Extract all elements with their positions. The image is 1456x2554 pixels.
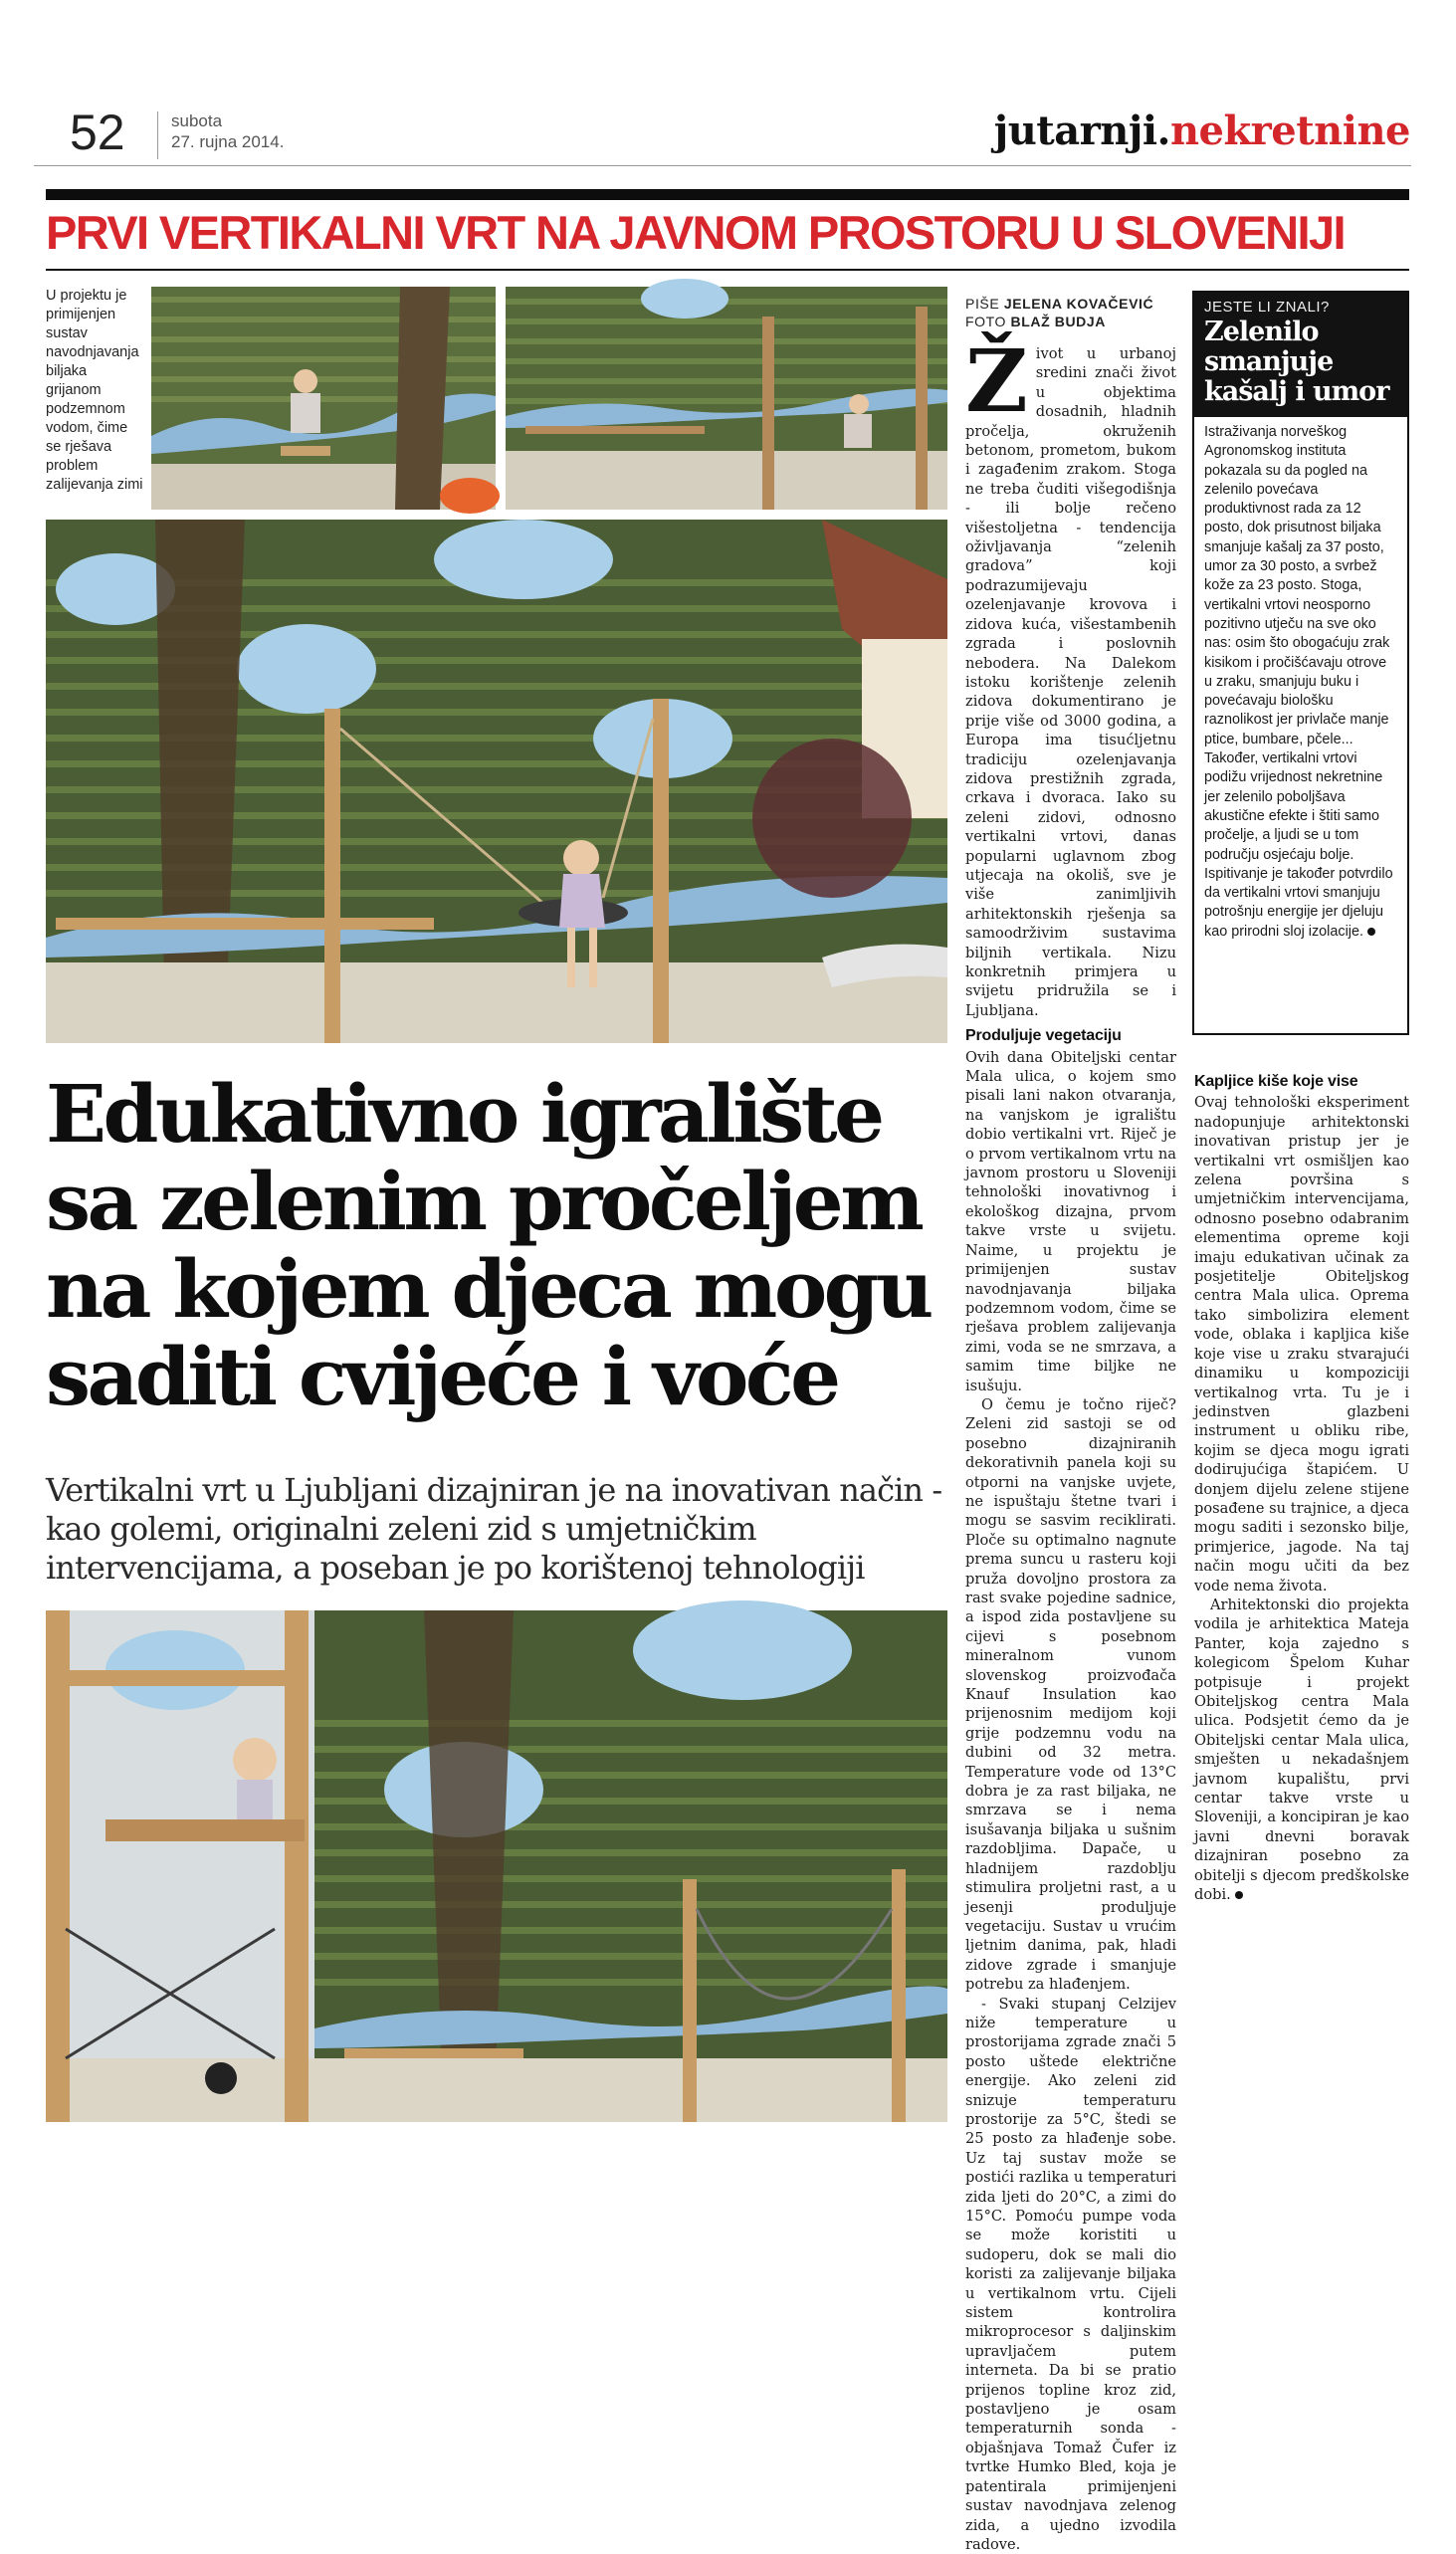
subhead-kapljice: Kapljice kiše koje vise [1194, 1073, 1358, 1090]
article-paragraph-6 [1194, 1596, 1409, 1905]
article-column-2 [1194, 1066, 1409, 2124]
byline-writer-label: PIŠE [965, 296, 1000, 312]
section-brand [994, 107, 1410, 154]
dropcap: Ž [965, 331, 1028, 432]
deck: Vertikalni vrt u Ljubljani dizajniran je na inovativan način - kao golemi, originalni zeleni zid s umjetničkim intervencijama, a poseban je po korištenoj tehnologiji [46, 1471, 942, 1587]
info-box-text: Istraživanja norveškog Agronomskog instituta pokazala su da pogled na zelenilo povećava produktivnost rada za 12 posto, dok prisutnost biljaka smanjuje kašalj za 37 posto, umor za 30 posto, a svrbež kože za 23 posto. Stoga, vertikalni vrtovi neosporno pozitivno utječu na sve oko nas: osim što obogaćuju zrak kisikom i pročišćavaju otrove u zraku, smanjuju buku i povećavaju biološku raznolikost jer privlače manje ptice, bumbare, pčele... Također, vertikalni vrtovi podižu vrijednost nekretnine jer zelenilo poboljšava akustične efekte i štiti samo pročelje, a ljudi se u tom području osjećaju bolje. Ispitivanje je također potvrdilo da vertikalni vrtovi smanjuju potrošnju energije jer djeluju kao prirodni sloj izolacije. [1204, 424, 1393, 940]
photo-main-swing [46, 520, 947, 1043]
top-bar [46, 189, 1409, 200]
info-box-body [1194, 417, 1407, 942]
end-mark-icon [1367, 928, 1375, 936]
byline-photographer: BLAŽ BUDJA [1010, 314, 1106, 329]
byline-photo-label: FOTO [965, 314, 1007, 329]
byline-writer: JELENA KOVAČEVIĆ [1003, 296, 1154, 312]
article-paragraph-6-text: Arhitektonski dio projekta vodila je arhitektica Mateja Panter, koja zajedno s kolegicom Špelom Kuhar potpisuje i projekt Obiteljskog centra Mala ulica. Podsjetit ćemo da je Obiteljski centar Mala ulica, smješten u nekadašnjem javnom kupalištu, prvi centar takve vrste u Sloveniji, a koncipiran je kao javni dnevni boravak dizajniran posebno za obitelji s djecom predškolske dobi. [1194, 1596, 1409, 1904]
info-box [1192, 291, 1409, 1035]
headline [46, 1067, 961, 1423]
info-box-header [1194, 293, 1407, 417]
subhead-produljuje: Produljuje vegetaciju [965, 1027, 1122, 1045]
article-paragraph-5: Ovaj tehnološki eksperiment nadopunjuje arhitektonski inovativan pristup jer je vertikalni vrt osmišljen kao zelena površina s umjetničkim intervencijama, odnosno posebno odabranim elementima opreme koji imaju edukativan učinak za posjetitelje Obiteljskog centra Mala ulica. Oprema tako simbolizira element vode, oblaka i kapljica kiše koje vise u zraku stvarajući dinamiku u kompoziciji vertikalnog vrta. Tu je i jedinstven glazbeni instrument u obliku ribe, kojim se djeca mogu igrati dodirujućiga štapićem. U donjem dijelu zelene stijene posađene su trajnice, a djeca mogu saditi i sezonsko bilje, primjerice, jagode. Na taj način mogu učiti da bez vode nema života. [1194, 1094, 1409, 1595]
header-rule [34, 165, 1411, 166]
photo-spring-rider [151, 287, 496, 510]
photo-caption: U projektu je primijenjen sustav navodnjavanja biljaka grijanom podzemnom vodom, čime se rješava problem zalijevanja zimi [46, 288, 143, 493]
article-paragraph-2: Ovih dana Obiteljski centar Mala ulica, o kojem smo pisali lani nakon otvaranja, na vanjskom je igralištu dobio vertikalni vrt. Riječ je o prvom vertikalnom vrtu na javnom prostoru u Sloveniji tehnološki inovativnog i ekološkog dizajna, prvom takve vrste u svijetu. Naime, u projektu je primijenjen sustav navodnjavanja biljaka podzemnom vodom, čime se rješava problem zalijevanja zimi, voda se ne smrzava, a samim time biljke ne isušuju. [965, 1048, 1176, 1394]
title-rule [46, 269, 1409, 271]
info-box-kicker: JESTE LI ZNALI? [1204, 299, 1330, 316]
photo-climbing-structure [46, 1610, 947, 2122]
headline-line-4: saditi cvijeće i voće [46, 1330, 838, 1423]
byline [965, 295, 1164, 330]
section-title: PRVI VERTIKALNI VRT NA JAVNOM PROSTORU U SLOVENIJI [46, 206, 1345, 259]
page-number: 52 [70, 105, 125, 160]
header-separator [157, 111, 158, 159]
headline-line-1: Edukativno igralište [46, 1067, 882, 1161]
headline-line-2: sa zelenim pročeljem [46, 1155, 922, 1248]
article-paragraph-1: ivot u urbanoj sredini znači život u objektima dosadnih, hladnih pročelja, okruženih betonom, prometom, bukom i zagađenim zrakom. Stoga ne treba čuditi višegodišnja - ili bolje rečeno višestoljetna - tendencija oživljavanja “zelenih gradova” koji podrazumijevaju ozelenjavanje krovova i zidova kuća, višestambenih zgrada i poslovnih nebodera. Na Dalekom istoku korištenje zelenih zidova dokumentirano je prije više od 3000 godina, a Europa ima tisućljetnu tradiciju ozelenjavanja zidova prestižnih zgrada, crkava i dvoraca. Iako su zeleni zidovi, odnosno vertikalni vrtovi, danas popularni uglavnom zbog utjecaja na okoliš, sve je više zanimljivih arhitektonskih rješenja sa samoodrživim sustavima biljnih vertikala. Nizu konkretnih primjera u svijetu pridružila se i Ljubljana. [965, 345, 1176, 1019]
headline-line-3: na kojem djeca mogu [46, 1242, 931, 1336]
article-column-1 [965, 331, 1176, 2553]
article-paragraph-4: - Svaki stupanj Celzijev niže temperature u prostorijama zgrade znači 5 posto uštede električne energije. Ako zeleni zid snizuje temperaturu prostorije za 5°C, štedi se 25 posto za hlađenje sobe. Uz taj sustav može se postići razlika u temperaturi zida ljeti do 20°C, a zimi do 15°C. Pomoću pumpe voda se može koristiti u sudoperu, dok se mali dio koristi za zalijevanje biljaka u vertikalnom vrtu. Cijeli sistem kontrolira mikroprocesor s daljinskim upravljačem putem interneta. Da bi se pratio prijenos topline kroz zid, postavljeno je osam temperaturnih sonda - objašnjava Tomaž Čufer iz tvrtke Humko Bled, koja je patentirala primijenjeni sustav navodnjava zelenog zida, a ujedno izvodila radove. [965, 1995, 1176, 2553]
article-end-mark-icon [1235, 1891, 1243, 1899]
issue-day: subota [171, 111, 223, 130]
brand-section: nekretnine [1169, 107, 1410, 154]
issue-date: 27. rujna 2014. [171, 132, 285, 151]
brand-main: jutarnji. [993, 107, 1170, 154]
article-paragraph-3: O čemu je točno riječ? Zeleni zid sastoji se od posebno dizajniranih dekorativnih panela koji su otporni na vanjske uvjete, ne ispuštaju štetne tvari i mogu se sasvim reciklirati. Ploče su optimalno nagnute prema suncu u rasteru koji pruža dovoljno prostora za rast svake pojedine sadnice, a ispod zida postavljene su cijevi s posebnom mineralnom vunom slovenskog proizvođača Knauf Insulation kao prijenosnim medijom koji grije podzemnu vodu na dubini od 32 metra. Temperature vode od 13°C dobra je za rast biljaka, ne smrzava se i nema isušavanja biljaka u sušnim razdobljima. Dapače, u hladnijem razdoblju stimulira proljetni rast, a u jesenji produljuje vegetaciju. Sustav u vrućim ljetnim danima, pak, hladi zidove zgrade i smanjuje potrebu za hlađenjem. [965, 1395, 1176, 1994]
info-box-title: Zelenilo smanjuje kašalj i umor [1204, 317, 1389, 407]
photo-swing-small [506, 287, 947, 510]
